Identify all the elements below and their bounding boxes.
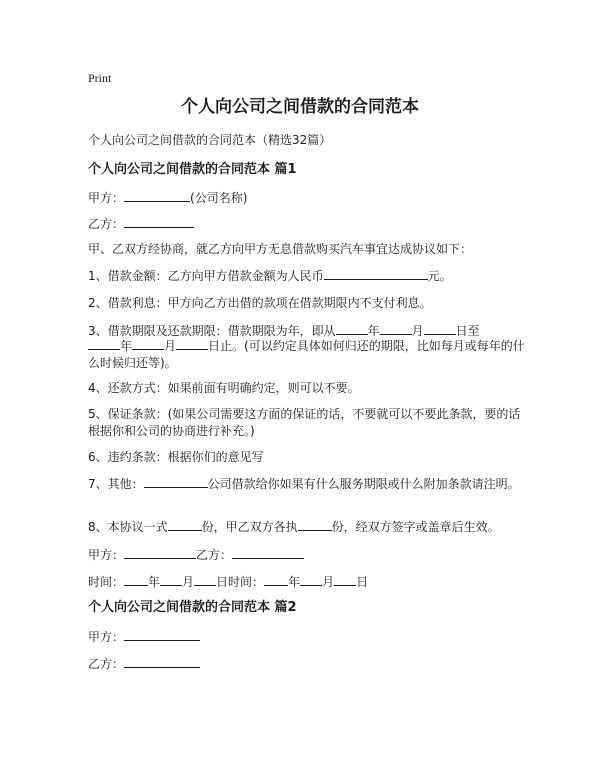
date-a-day-time: 日时间：	[216, 575, 265, 589]
party-a-label: 甲方：	[88, 191, 125, 205]
party-b-label-2: 乙方：	[88, 657, 125, 671]
party-a-line	[88, 189, 247, 206]
sign-b-blank	[232, 546, 304, 559]
date-line	[88, 573, 368, 590]
sign-b-label: 乙方：	[196, 548, 233, 562]
party-b-blank-2	[124, 655, 200, 668]
clause-7-label: 7、其他：	[88, 477, 144, 491]
party-a-blank-2	[124, 628, 200, 641]
print-label: Print	[88, 71, 112, 85]
clause-8	[88, 518, 500, 535]
party-a-blank	[124, 189, 190, 202]
section-heading-2: 个人向公司之间借款的合同范本 篇2	[88, 600, 297, 615]
date-a-day-blank	[194, 573, 216, 586]
subtitle: 个人向公司之间借款的合同范本（精选32篇）	[88, 133, 332, 147]
date-b-year-blank	[264, 573, 288, 586]
clause-6: 6、违约条款：根据你们的意见写	[88, 450, 264, 464]
clause-3-text: 3、借款期限及还款期限：借款期限为年，即从	[88, 324, 336, 338]
start-day-blank	[424, 322, 456, 335]
end-day-blank	[176, 337, 208, 350]
intro-text: 甲、乙双方经协商，就乙方向甲方无息借款购买汽车事宜达成协议如下：	[88, 242, 473, 256]
clause-8-text: 8、本协议一式	[88, 520, 168, 534]
clause-4: 4、还款方式：如果前面有明确约定，则可以不要。	[88, 381, 360, 395]
end-month-blank	[132, 337, 164, 350]
date-b-year: 年	[288, 575, 301, 589]
year-label: 年	[367, 324, 380, 338]
start-month-blank	[380, 322, 412, 335]
sign-a-label: 甲方：	[88, 548, 125, 562]
party-a-suffix: (公司名称)	[190, 191, 248, 205]
party-a-label-2: 甲方：	[88, 630, 125, 644]
clause-1-suffix: 元。	[427, 269, 452, 283]
copies-blank	[168, 518, 202, 531]
clause-7-text: 公司借款给你如果有什么服务期限或什么附加条款请注明	[207, 477, 508, 491]
start-year-blank	[336, 322, 368, 335]
end-year-blank	[88, 337, 120, 350]
amount-blank	[324, 267, 428, 280]
date-b-day: 日	[356, 575, 369, 589]
date-a-month: 月	[182, 575, 195, 589]
other-blank	[144, 475, 208, 488]
sign-a-blank	[124, 546, 196, 559]
date-b-month: 月	[322, 575, 335, 589]
clause-7	[88, 475, 528, 493]
date-b-month-blank	[300, 573, 322, 586]
date-a-month-blank	[160, 573, 182, 586]
section-heading-1: 个人向公司之间借款的合同范本 篇1	[88, 162, 297, 177]
date-b-day-blank	[334, 573, 356, 586]
date-a-year-blank	[124, 573, 148, 586]
clause-3-line-2	[88, 337, 528, 372]
day-to-label: 日至	[455, 324, 480, 338]
party-a-line-2	[88, 628, 200, 645]
party-b-line-2	[88, 655, 200, 672]
clause-1-text: 1、借款金额：乙方向甲方借款金额为人民币	[88, 269, 324, 283]
clause-2: 2、借款利息：甲方向乙方出借的款项在借款期限内不支付利息。	[88, 296, 432, 310]
date-label: 时间：	[88, 575, 125, 589]
party-b-label: 乙方：	[88, 217, 125, 231]
page-title: 个人向公司之间借款的合同范本	[181, 97, 419, 117]
party-b-blank	[124, 215, 194, 228]
clause-8-end: 份，经双方签字或盖章后生效。	[331, 520, 500, 534]
signature-line	[88, 546, 304, 563]
clause-1	[88, 267, 452, 284]
month-label: 月	[411, 324, 424, 338]
end-year-label: 年	[120, 339, 133, 353]
clause-5: 5、保证条款：(如果公司需要这方面的保证的话，不要就可以不要此条款，要的话根据你和公司的协商进行补充。)	[88, 407, 521, 438]
clause-8-mid: 份，甲乙双方各执	[201, 520, 298, 534]
clause-3-end: 日止。(可以约定具体如何归还的期限，比如每月或每年的什么时候归还等)。	[88, 339, 525, 370]
clause-7-end: 。	[507, 477, 520, 491]
date-a-year: 年	[148, 575, 161, 589]
party-b-line	[88, 215, 194, 232]
each-copies-blank	[298, 518, 332, 531]
end-month-label: 月	[164, 339, 177, 353]
